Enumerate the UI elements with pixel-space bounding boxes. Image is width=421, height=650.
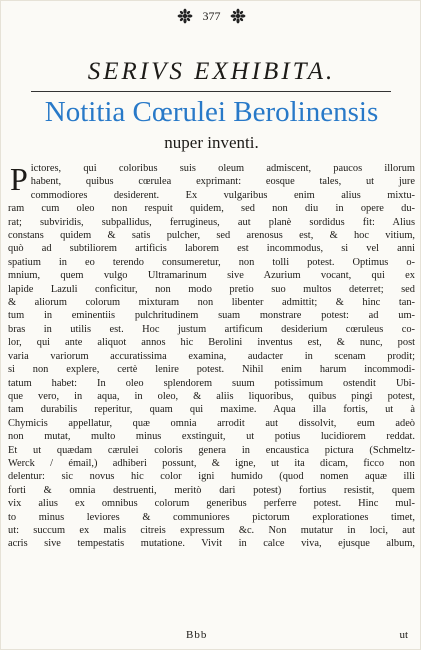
page-number: 377: [202, 9, 221, 23]
text-line: bras in utilis est. Hoc justum artificum desiderium cœruleus co-: [8, 323, 415, 335]
text-line: lor, qui ante aliquot annos hic Berolini inventus est, & nunc, post: [8, 337, 415, 349]
text-line: non mutat, multo minus exstinguit, ut potius lucidiorem reddat.: [8, 431, 415, 443]
page-header: [1, 8, 421, 24]
section-heading: SERIVS EXHIBITA.: [87, 58, 336, 85]
flower-ornament-icon: [230, 8, 246, 24]
heading-rule: [31, 91, 391, 92]
flower-ornament-icon: [177, 8, 193, 24]
drop-cap: P: [10, 161, 28, 197]
text-line: Et ut quædam cærulei coloris genera in encaustica pictura (Schmeltz-: [8, 444, 415, 456]
text-line: acris sive tempestatis mutatione. Vivit in calce viva, ejusque album,: [8, 538, 415, 550]
text-line: ut: succum ex malis citreis expressum &c. Non mutatur in loci, aut: [8, 524, 415, 536]
article-body: [8, 162, 415, 551]
text-line: commodiores desiderent. Ex vulgaribus enim alius mixtu-: [30, 189, 415, 201]
text-line: delentur: sic novus hic color igni humido (quod nomen aquæ illi: [8, 471, 415, 483]
text-line: Chymicis appellatur, quæ omnia arrodit aut dissolvit, eum adeò: [8, 417, 415, 429]
signature-mark: Bbb: [186, 629, 208, 641]
text-line: lapide Lazuli conficitur, non modo pretio suo multos deterret; sed: [8, 283, 415, 295]
text-line: rat; subviridis, subpallidus, ferrugineus, aut planè sordidus fit: Alius: [8, 216, 415, 228]
article-subtitle: nuper inventi.: [164, 133, 259, 152]
text-line: constans quidem & satis pulcher, sed arenosus est, & hoc vitium,: [8, 230, 415, 242]
text-line: quò ad subtiliorem artificis laborem est incommodus, si vel anni: [8, 243, 415, 255]
text-line: que vero, in aqua, in oleo, & aliis liquoribus, quibus pingi potest,: [8, 390, 415, 402]
text-line: ictores, qui coloribus suis oleum admiscent, paucos illorum: [30, 163, 415, 174]
text-line: mnium, quem vulgo Ultramarinum sive Azurium vocant, qui ex: [8, 270, 415, 282]
text-line: tatum habet: In oleo splendorem suum potissimum ostendit Ubi-: [8, 377, 415, 389]
text-line: to minus leviores & communiores pictorum explorationes timet,: [8, 511, 415, 523]
text-line: & aliorum colorum mixturam non libenter admittit; & hinc tan-: [8, 297, 415, 309]
article-title: Notitia Cœrulei Berolinensis: [44, 96, 379, 128]
text-line: vix alius ex omnibus colorum generibus perferre potest. Hinc mul-: [8, 498, 415, 510]
text-line: ram cum oleo non respuit quidem, sed non diu in opere du-: [8, 203, 415, 215]
text-line: tum in eminentiis pulchritudinem suam monstrare potest: ad um-: [8, 310, 415, 322]
text-line: forti & omnia destruenti, meritò dari potest) fortius resistit, quem: [8, 484, 415, 496]
text-line: habent, quibus cœrulea exprimant: eosque tales, ut jure: [30, 176, 415, 188]
text-line: spatium in eo terendo consumeretur, non tolli potest. Optimus o-: [8, 256, 415, 268]
text-line: varia variorum accuratissima examina, audacter in scenam prodit;: [8, 350, 415, 362]
text-line: Werck / émail,) adhiberi possunt, & igne, ut ita dicam, ficco non: [8, 457, 415, 469]
text-line: si non explere, certè lenire potest. Nihil enim harum incommodi-: [8, 364, 415, 376]
catchword: ut: [399, 629, 408, 641]
text-line: tam durabilis reperitur, quam qui maxime. Aqua illa fortis, ut à: [8, 404, 415, 416]
